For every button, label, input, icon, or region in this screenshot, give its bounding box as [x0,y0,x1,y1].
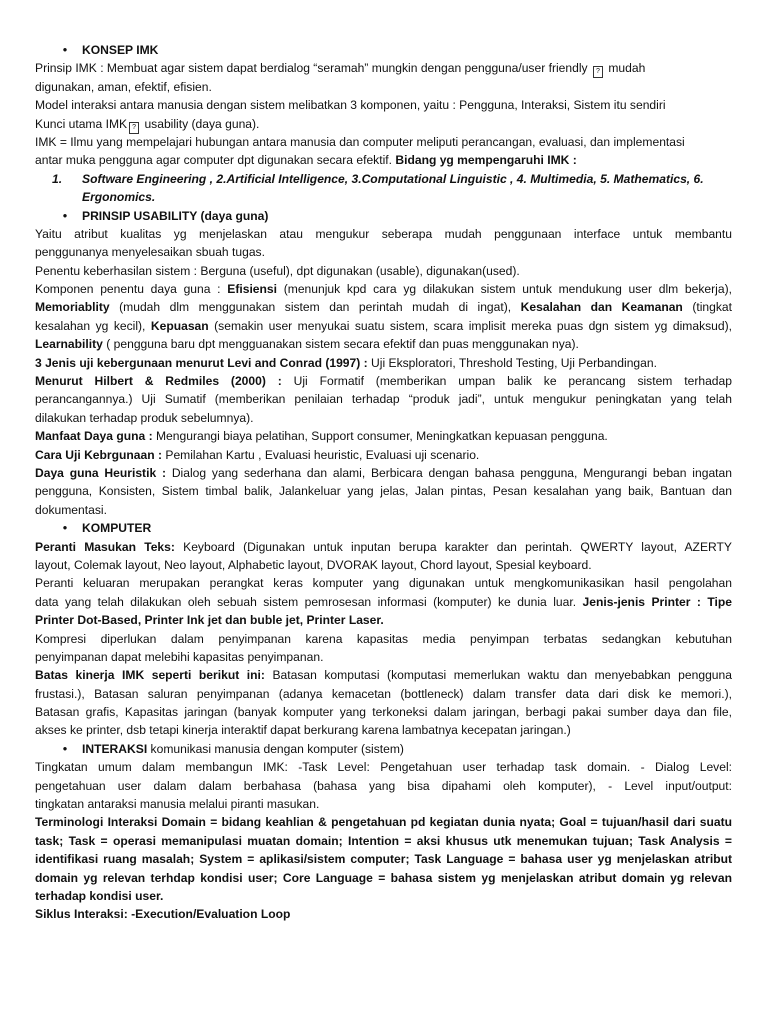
text-line: dilakukan terhadap produk sebelumnya). [35,410,254,425]
text-line: antar muka pengguna agar computer dpt digunakan secara efektif. Bidang yg mempengaruhi IMK : [35,153,577,168]
text-line: tingkatan antaraksi manusia melalui piranti masukan. [35,797,320,812]
text-line: dokumentasi. [35,502,107,517]
text-line: layout, Colemak layout, Neo layout, Alphabetic layout, DVORAK layout, Chord layout, Spesial keyboard. [35,557,592,572]
bullet-icon: • [62,741,68,756]
text-line: perancangannya.) Uji Sumatif (memberikan penilaian terhadap “produk jadi”, untuk mengukur peningkatan yang telah [35,392,732,407]
paragraph-heuristik: Daya guna Heuristik : Dialog yang sederhana dan alami, Berbicara dengan bahasa pengguna, Mengurangi beban ingatan [35,465,732,480]
text-line: Printer Dot-Based, Printer Ink jet dan buble jet, Printer Laser. [35,613,384,628]
text-line: digunakan, aman, efektif, efisien. [35,79,212,94]
paragraph-cara-uji: Cara Uji Kebrgunaan : Pemilahan Kartu , Evaluasi heuristic, Evaluasi uji scenario. [35,447,480,462]
text-line: terhadap kondisi user. [35,888,164,903]
text-line: Learnability ( pengguna baru dpt mengguanakan sistem secara efektif dan puas menggunakan nya). [35,337,579,352]
paragraph-usability-definition: Yaitu atribut kualitas yg menjelaskan atau mengukur seberapa mudah penggunaan interface untuk membantu [35,226,732,241]
text-line: pengetahuan user dalam dalam berbahasa (bahasa yang bisa dipahami oleh komputer), - Level input/output: [35,778,732,793]
paragraph-terminologi: Terminologi Interaksi Domain = bidang keahlian & pengetahuan pd kegiatan dunia nyata; Goal = tujuan/hasil dari suatu [35,815,732,830]
missing-glyph-icon: ? [129,122,139,134]
text-line: kesalahan yg kecil), Kepuasan (semakin user menyukai suatu sistem, scara implisit mereka puas dgn sistem yg dimaksud), [35,318,732,333]
paragraph-manfaat: Manfaat Daya guna : Mengurangi biaya pelatihan, Support consumer, Meningkatkan kepuasan pengguna. [35,429,608,444]
text-line: domain yg relevan terhdap kondisi user; Core Language = bahasa sistem yg menjelaskan atribut domain yg relevan [35,870,732,885]
paragraph-penentu-keberhasilan: Penentu keberhasilan sistem : Berguna (useful), dpt digunakan (usable), digunakan(used). [35,263,520,278]
paragraph-prinsip-imk: Prinsip IMK : Membuat agar sistem dapat berdialog “seramah” mungkin dengan pengguna/user friendly ? mudah [35,59,732,77]
paragraph-peranti-keluaran: Peranti keluaran merupakan perangkat keras komputer yang digunakan untuk mengkomunikasikan hasil pengolahan [35,576,732,591]
paragraph-tingkatan-umum: Tingkatan umum dalam membangun IMK: -Task Level: Pengetahuan user terhadap task domain. - Dialog Level: [35,760,732,775]
paragraph-batas-kinerja: Batas kinerja IMK seperti berikut ini: Batasan komputasi (komputasi memerlukan waktu dan menyebabkan pengguna [35,668,732,683]
bullet-icon: • [62,43,68,57]
section-heading-prinsip-usability: • PRINSIP USABILITY (daya guna) [35,207,732,225]
section-heading-konsep-imk: • KONSEP IMK [35,41,732,59]
text-line: Ergonomics. [82,190,156,205]
text-line: pengguna, Konsisten, Sistem timbal balik, Jalankeluar yang jelas, Jalan pintas, Pesan kesalahan yang baik, Bantuan dan [35,484,732,499]
paragraph-peranti-masukan: Peranti Masukan Teks: Keyboard (Digunakan untuk inputan berupa karakter dan perintah. QWERTY layout, AZERTY [35,539,732,554]
bullet-icon: • [62,208,68,223]
numbered-item-fields: 1. Software Engineering , 2.Artificial Intelligence, 3.Computational Linguistic , 4. Multimedia, 5. Mathematics, 6. [52,171,704,186]
text-line: Memoriablity (mudah dlm menggunakan sistem dan perintah mudah di ingat), Kesalahan dan Keamanan (tingkat [35,300,732,315]
text-line: penyimpanan dapat melebihi kapasitas penyimpanan. [35,649,324,664]
paragraph-hilbert-redmiles: Menurut Hilbert & Redmiles (2000) : Uji Formatif (memberikan umpan balik ke perancang sistem terhadap [35,374,732,389]
section-heading-komputer: • KOMPUTER [35,519,732,537]
text-line: Batasan grafis, Kapasitas jaringan (banyak komputer yang terkoneksi dalam jaringan, berbagi pakai sumber daya dan file, [35,705,732,720]
paragraph-imk-definition: IMK = Ilmu yang mempelajari hubungan antara manusia dan computer meliputi perancangan, evaluasi, dan implementasi [35,134,685,149]
text-line: penggunanya menyelesaikan sbuah tugas. [35,245,265,260]
section-heading-interaksi: • INTERAKSI komunikasi manusia dengan komputer (sistem) [35,740,732,758]
text-line: identifikasi ruang masalah; System = aplikasi/sistem computer; Task Language = bahasa user yg menjelaskan atribut [35,852,732,867]
text-line: data yang telah dilakukan oleh sebuah sistem pemrosesan informasi (komputer) ke dunia luar. Jenis-jenis Printer : Tipe [35,594,732,609]
paragraph-siklus-interaksi: Siklus Interaksi: -Execution/Evaluation Loop [35,907,291,922]
text-line: task; Task = operasi memanipulasi muatan domain; Intention = aksi khusus utk menemukan tujuan; Task Analysis = [35,833,732,848]
paragraph-komponen-daya-guna: Komponen penentu daya guna : Efisiensi (menunjuk kpd cara yg dilakukan sistem untuk mendukung user dlm bekerja), [35,282,732,297]
text-line: frustasi.), Batasan saluran penyimpanan (adanya kemacetan (bottleneck) dalam transfer data dari disk ke memori.), [35,686,732,701]
missing-glyph-icon: ? [593,66,603,78]
paragraph-kompresi: Kompresi diperlukan dalam penyimpanan karena kapasitas media penyimpan terbatas sedangkan kebutuhan [35,631,732,646]
paragraph-model-interaksi: Model interaksi antara manusia dengan sistem melibatkan 3 komponen, yaitu : Pengguna, Interaksi, Sistem itu sendiri [35,98,666,113]
text-line: akses ke printer, dsb tetapi kinerja interaktif dapat berkurang karena lambatnya kecepatan jaringan.) [35,723,571,738]
paragraph-kunci-utama: Kunci utama IMK ? usability (daya guna). [35,115,732,133]
document-content [35,41,732,924]
bullet-icon: • [62,521,68,536]
paragraph-jenis-uji: 3 Jenis uji kebergunaan menurut Levi and Conrad (1997) : Uji Eksploratori, Threshold Testing, Uji Perbandingan. [35,355,657,370]
